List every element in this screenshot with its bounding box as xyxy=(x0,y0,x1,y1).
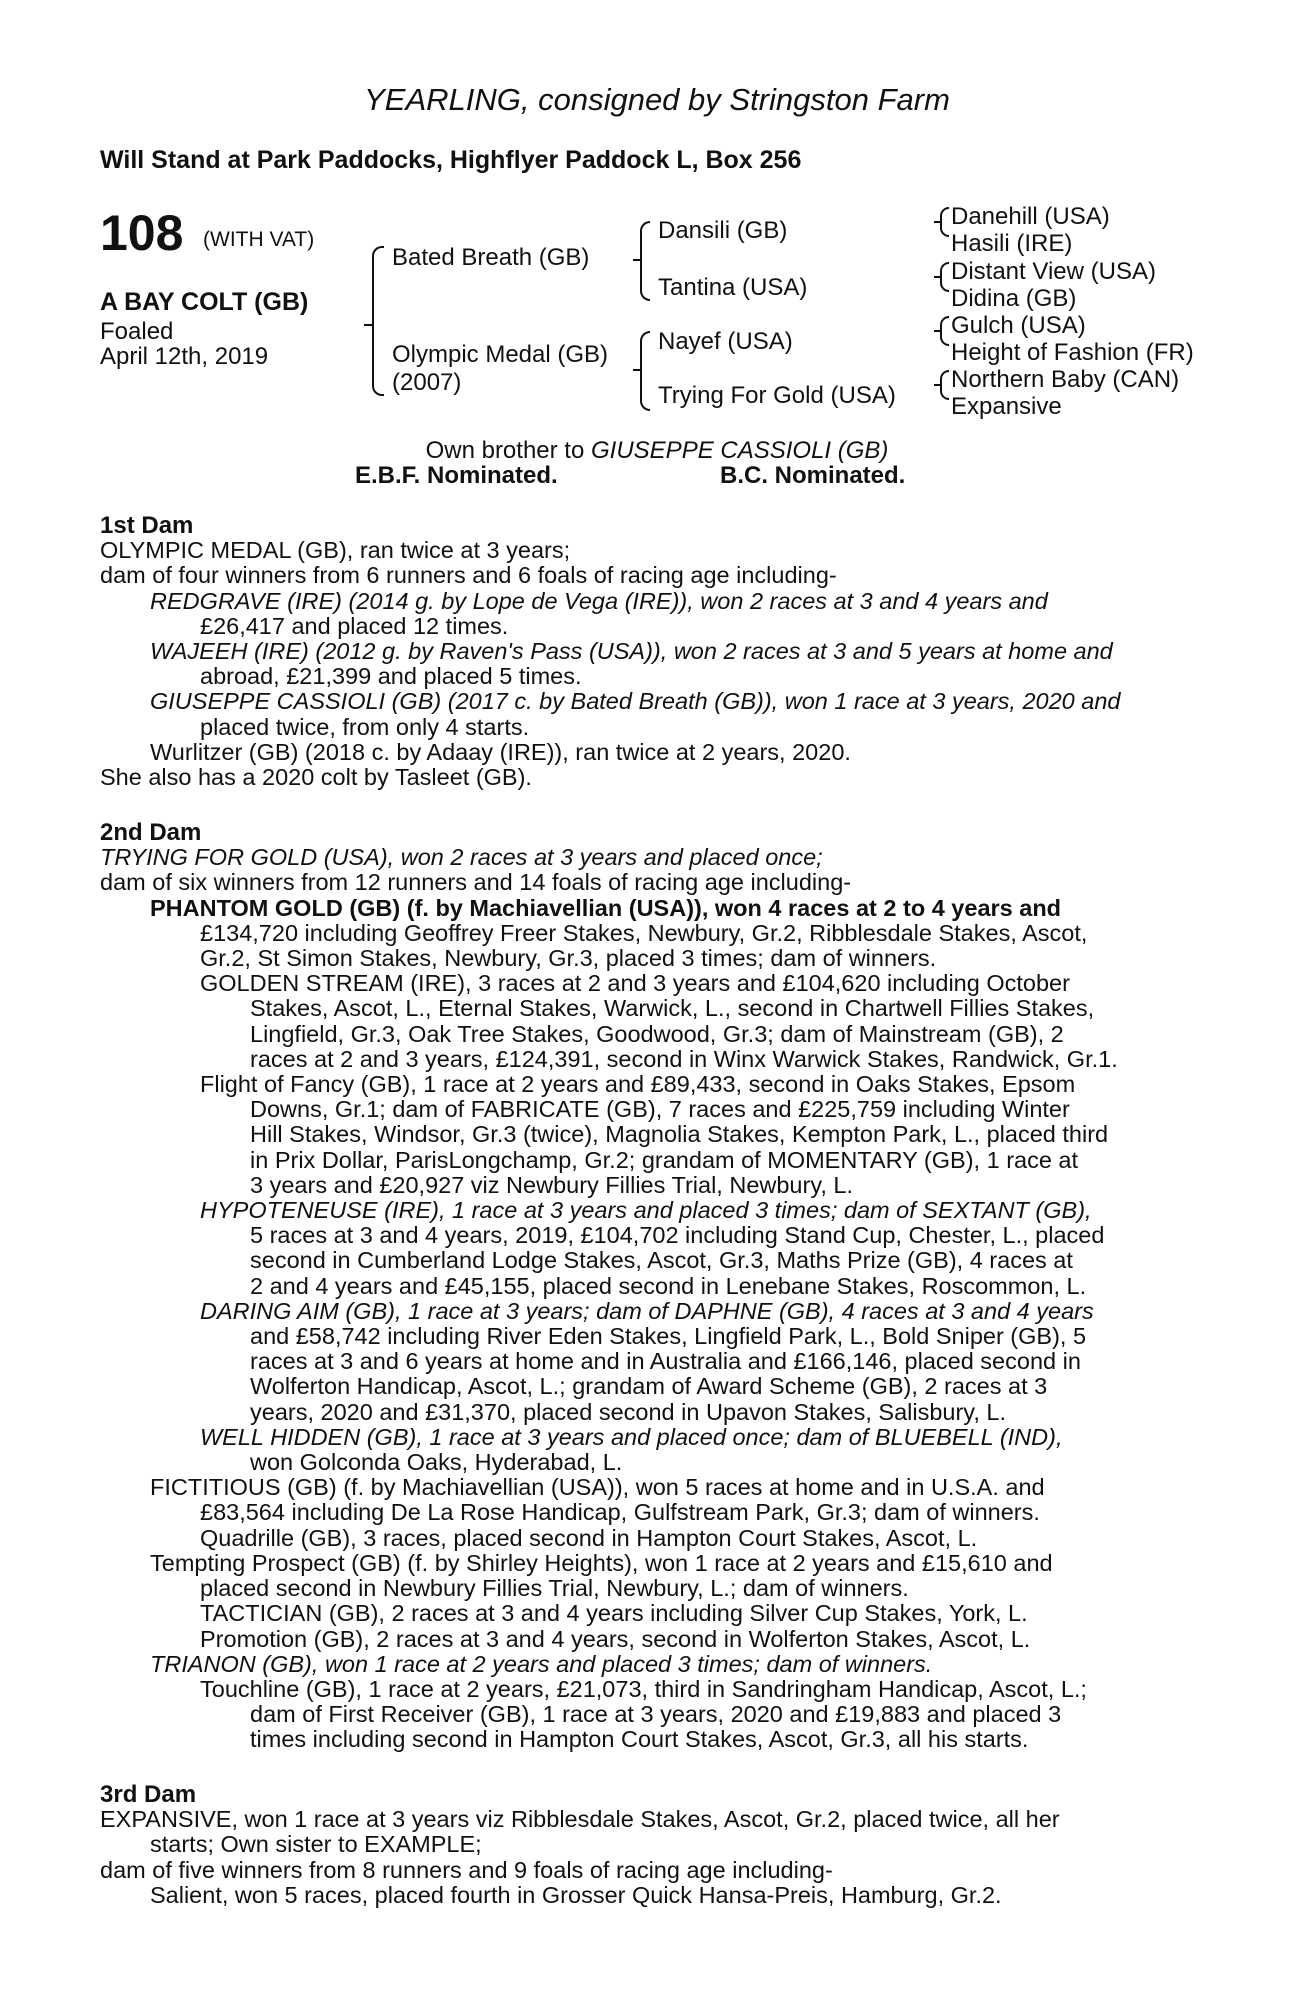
dam-line: TRYING FOR GOLD (USA), won 2 races at 3 years and placed once; xyxy=(100,844,823,871)
g-gulch: Gulch (USA) xyxy=(951,312,1086,339)
produce-line: WELL HIDDEN (GB), 1 race at 3 years and placed once; dam of BLUEBELL (IND), xyxy=(200,1423,1063,1450)
g-distant-view: Distant View (USA) xyxy=(951,258,1156,285)
dam: Olympic Medal (GB) xyxy=(392,341,609,368)
produce-line: Lingfield, Gr.3, Oak Tree Stakes, Goodwood, Gr.3; dam of Mainstream (GB), 2 xyxy=(250,1020,1064,1047)
ebf-nominated: E.B.F. Nominated. xyxy=(355,462,558,489)
bc-nominated: B.C. Nominated. xyxy=(720,462,906,489)
produce-line: Touchline (GB), 1 race at 2 years, £21,073, third in Sandringham Handicap, Ascot, L.; xyxy=(200,1675,1087,1702)
dam-line: dam of six winners from 12 runners and 14 foals of racing age including- xyxy=(100,869,852,896)
produce-line: 3 years and £20,927 viz Newbury Fillies Trial, Newbury, L. xyxy=(250,1171,853,1198)
produce-line: FICTITIOUS (GB) (f. by Machiavellian (USA)), won 5 races at home and in U.S.A. and xyxy=(150,1474,1045,1501)
produce-line: TRIANON (GB), won 1 race at 2 years and placed 3 times; dam of winners. xyxy=(150,1650,933,1677)
produce-line: placed second in Newbury Fillies Trial, Newbury, L.; dam of winners. xyxy=(200,1575,909,1602)
dam-line: dam of four winners from 6 runners and 6 foals of racing age including- xyxy=(100,562,837,589)
produce-line: 2 and 4 years and £45,155, placed second in Lenebane Stakes, Roscommon, L. xyxy=(250,1272,1087,1299)
produce-line: Tempting Prospect (GB) (f. by Shirley Heights), won 1 race at 2 years and £15,610 and xyxy=(150,1549,1053,1576)
produce-line: £83,564 including De La Rose Handicap, Gulfstream Park, Gr.3; dam of winners. xyxy=(200,1499,1040,1526)
dam-year: (2007) xyxy=(392,369,462,396)
dam-line: starts; Own sister to EXAMPLE; xyxy=(150,1831,482,1858)
produce-line: abroad, £21,399 and placed 5 times. xyxy=(200,663,582,690)
produce-line: GIUSEPPE CASSIOLI (GB) (2017 c. by Bated Breath (GB)), won 1 race at 3 years, 2020 and xyxy=(150,688,1121,715)
produce-line: Promotion (GB), 2 races at 3 and 4 years, second in Wolferton Stakes, Ascot, L. xyxy=(200,1625,1031,1652)
dam-line: dam of five winners from 8 runners and 9 foals of racing age including- xyxy=(100,1856,833,1883)
produce-line: Quadrille (GB), 3 races, placed second in Hampton Court Stakes, Ascot, L. xyxy=(200,1524,978,1551)
sire-sire: Dansili (GB) xyxy=(658,217,788,244)
produce-line: Wurlitzer (GB) (2018 c. by Adaay (IRE)), ran twice at 2 years, 2020. xyxy=(150,738,851,765)
section-heading: 3rd Dam xyxy=(100,1781,197,1808)
sire-dam: Tantina (USA) xyxy=(658,274,808,301)
sire: Bated Breath (GB) xyxy=(392,244,590,271)
g-hasili: Hasili (IRE) xyxy=(951,230,1073,257)
produce-line: years, 2020 and £31,370, placed second in Upavon Stakes, Salisbury, L. xyxy=(250,1398,1006,1425)
stand-line: Will Stand at Park Paddocks, Highflyer Paddock L, Box 256 xyxy=(100,146,802,174)
foaled-date: April 12th, 2019 xyxy=(100,343,269,370)
produce-line: dam of First Receiver (GB), 1 race at 3 years, 2020 and £19,883 and placed 3 xyxy=(250,1701,1062,1728)
produce-line: Stakes, Ascot, L., Eternal Stakes, Warwick, L., second in Chartwell Fillies Stakes, xyxy=(250,995,1095,1022)
produce-line: REDGRAVE (IRE) (2014 g. by Lope de Vega (IRE)), won 2 races at 3 and 4 years and xyxy=(150,587,1048,614)
produce-line: in Prix Dollar, ParisLongchamp, Gr.2; grandam of MOMENTARY (GB), 1 race at xyxy=(250,1146,1079,1173)
vat-label: (WITH VAT) xyxy=(203,228,315,251)
produce-line: placed twice, from only 4 starts. xyxy=(200,713,530,740)
own-brother-line: Own brother to GIUSEPPE CASSIOLI (GB) xyxy=(425,437,889,464)
produce-line: £134,720 including Geoffrey Freer Stakes, Newbury, Gr.2, Ribblesdale Stakes, Ascot, xyxy=(200,919,1088,946)
produce-line: PHANTOM GOLD (GB) (f. by Machiavellian (USA)), won 4 races at 2 to 4 years and xyxy=(150,894,1062,921)
produce-line: Downs, Gr.1; dam of FABRICATE (GB), 7 races and £225,759 including Winter xyxy=(250,1096,1070,1123)
produce-line: Salient, won 5 races, placed fourth in Grosser Quick Hansa-Preis, Hamburg, Gr.2. xyxy=(150,1881,1002,1908)
produce-line: TACTICIAN (GB), 2 races at 3 and 4 years including Silver Cup Stakes, York, L. xyxy=(200,1600,1028,1627)
produce-line: Flight of Fancy (GB), 1 race at 2 years and £89,433, second in Oaks Stakes, Epsom xyxy=(200,1071,1076,1098)
g-danehill: Danehill (USA) xyxy=(951,203,1110,230)
lot-number: 108 xyxy=(100,205,184,261)
dam-line: OLYMPIC MEDAL (GB), ran twice at 3 years; xyxy=(100,537,571,564)
produce-line: GOLDEN STREAM (IRE), 3 races at 2 and 3 years and £104,620 including October xyxy=(200,970,1070,997)
g-didina: Didina (GB) xyxy=(951,285,1077,312)
g-expansive: Expansive xyxy=(951,393,1062,420)
dam-line: EXPANSIVE, won 1 race at 3 years viz Ribblesdale Stakes, Ascot, Gr.2, placed twice, all her xyxy=(100,1806,1060,1833)
dam-dam: Trying For Gold (USA) xyxy=(658,382,896,409)
produce-line: £26,417 and placed 12 times. xyxy=(200,612,509,639)
produce-line: won Golconda Oaks, Hyderabad, L. xyxy=(250,1449,623,1476)
produce-line: times including second in Hampton Court Stakes, Ascot, Gr.3, all his starts. xyxy=(250,1726,1029,1753)
produce-line: Gr.2, St Simon Stakes, Newbury, Gr.3, placed 3 times; dam of winners. xyxy=(200,945,937,972)
produce-line: races at 2 and 3 years, £124,391, second in Winx Warwick Stakes, Randwick, Gr.1. xyxy=(250,1045,1118,1072)
produce-line: HYPOTENEUSE (IRE), 1 race at 3 years and placed 3 times; dam of SEXTANT (GB), xyxy=(200,1197,1092,1224)
section-heading: 1st Dam xyxy=(100,512,194,539)
horse-name: A BAY COLT (GB) xyxy=(100,288,309,316)
produce-line: 5 races at 3 and 4 years, 2019, £104,702 including Stand Cup, Chester, L., placed xyxy=(250,1222,1105,1249)
page-title: YEARLING, consigned by Stringston Farm xyxy=(364,82,950,117)
third-dam-section xyxy=(100,1782,1205,1908)
produce-line: Hill Stakes, Windsor, Gr.3 (twice), Magnolia Stakes, Kempton Park, L., placed third xyxy=(250,1121,1109,1148)
produce-line: and £58,742 including River Eden Stakes, Lingfield Park, L., Bold Sniper (GB), 5 xyxy=(250,1323,1087,1350)
g-northern-baby: Northern Baby (CAN) xyxy=(951,366,1180,393)
g-height-of-fashion: Height of Fashion (FR) xyxy=(951,339,1194,366)
foaled-label: Foaled xyxy=(100,318,174,345)
second-dam-section xyxy=(100,820,1205,1753)
produce-line: Wolferton Handicap, Ascot, L.; grandam of Award Scheme (GB), 2 races at 3 xyxy=(250,1373,1048,1400)
dam-sire: Nayef (USA) xyxy=(658,328,793,355)
section-heading: 2nd Dam xyxy=(100,819,202,846)
produce-line: second in Cumberland Lodge Stakes, Ascot, Gr.3, Maths Prize (GB), 4 races at xyxy=(250,1247,1073,1274)
produce-line: DARING AIM (GB), 1 race at 3 years; dam of DAPHNE (GB), 4 races at 3 and 4 years xyxy=(200,1297,1094,1324)
first-dam-section xyxy=(100,513,1205,790)
own-brother-name: GIUSEPPE CASSIOLI (GB) xyxy=(591,437,889,464)
produce-line: WAJEEH (IRE) (2012 g. by Raven's Pass (USA)), won 2 races at 3 and 5 years at home and xyxy=(150,638,1113,665)
produce-line: races at 3 and 6 years at home and in Australia and £166,146, placed second in xyxy=(250,1348,1081,1375)
dam-line: She also has a 2020 colt by Tasleet (GB). xyxy=(100,764,532,791)
